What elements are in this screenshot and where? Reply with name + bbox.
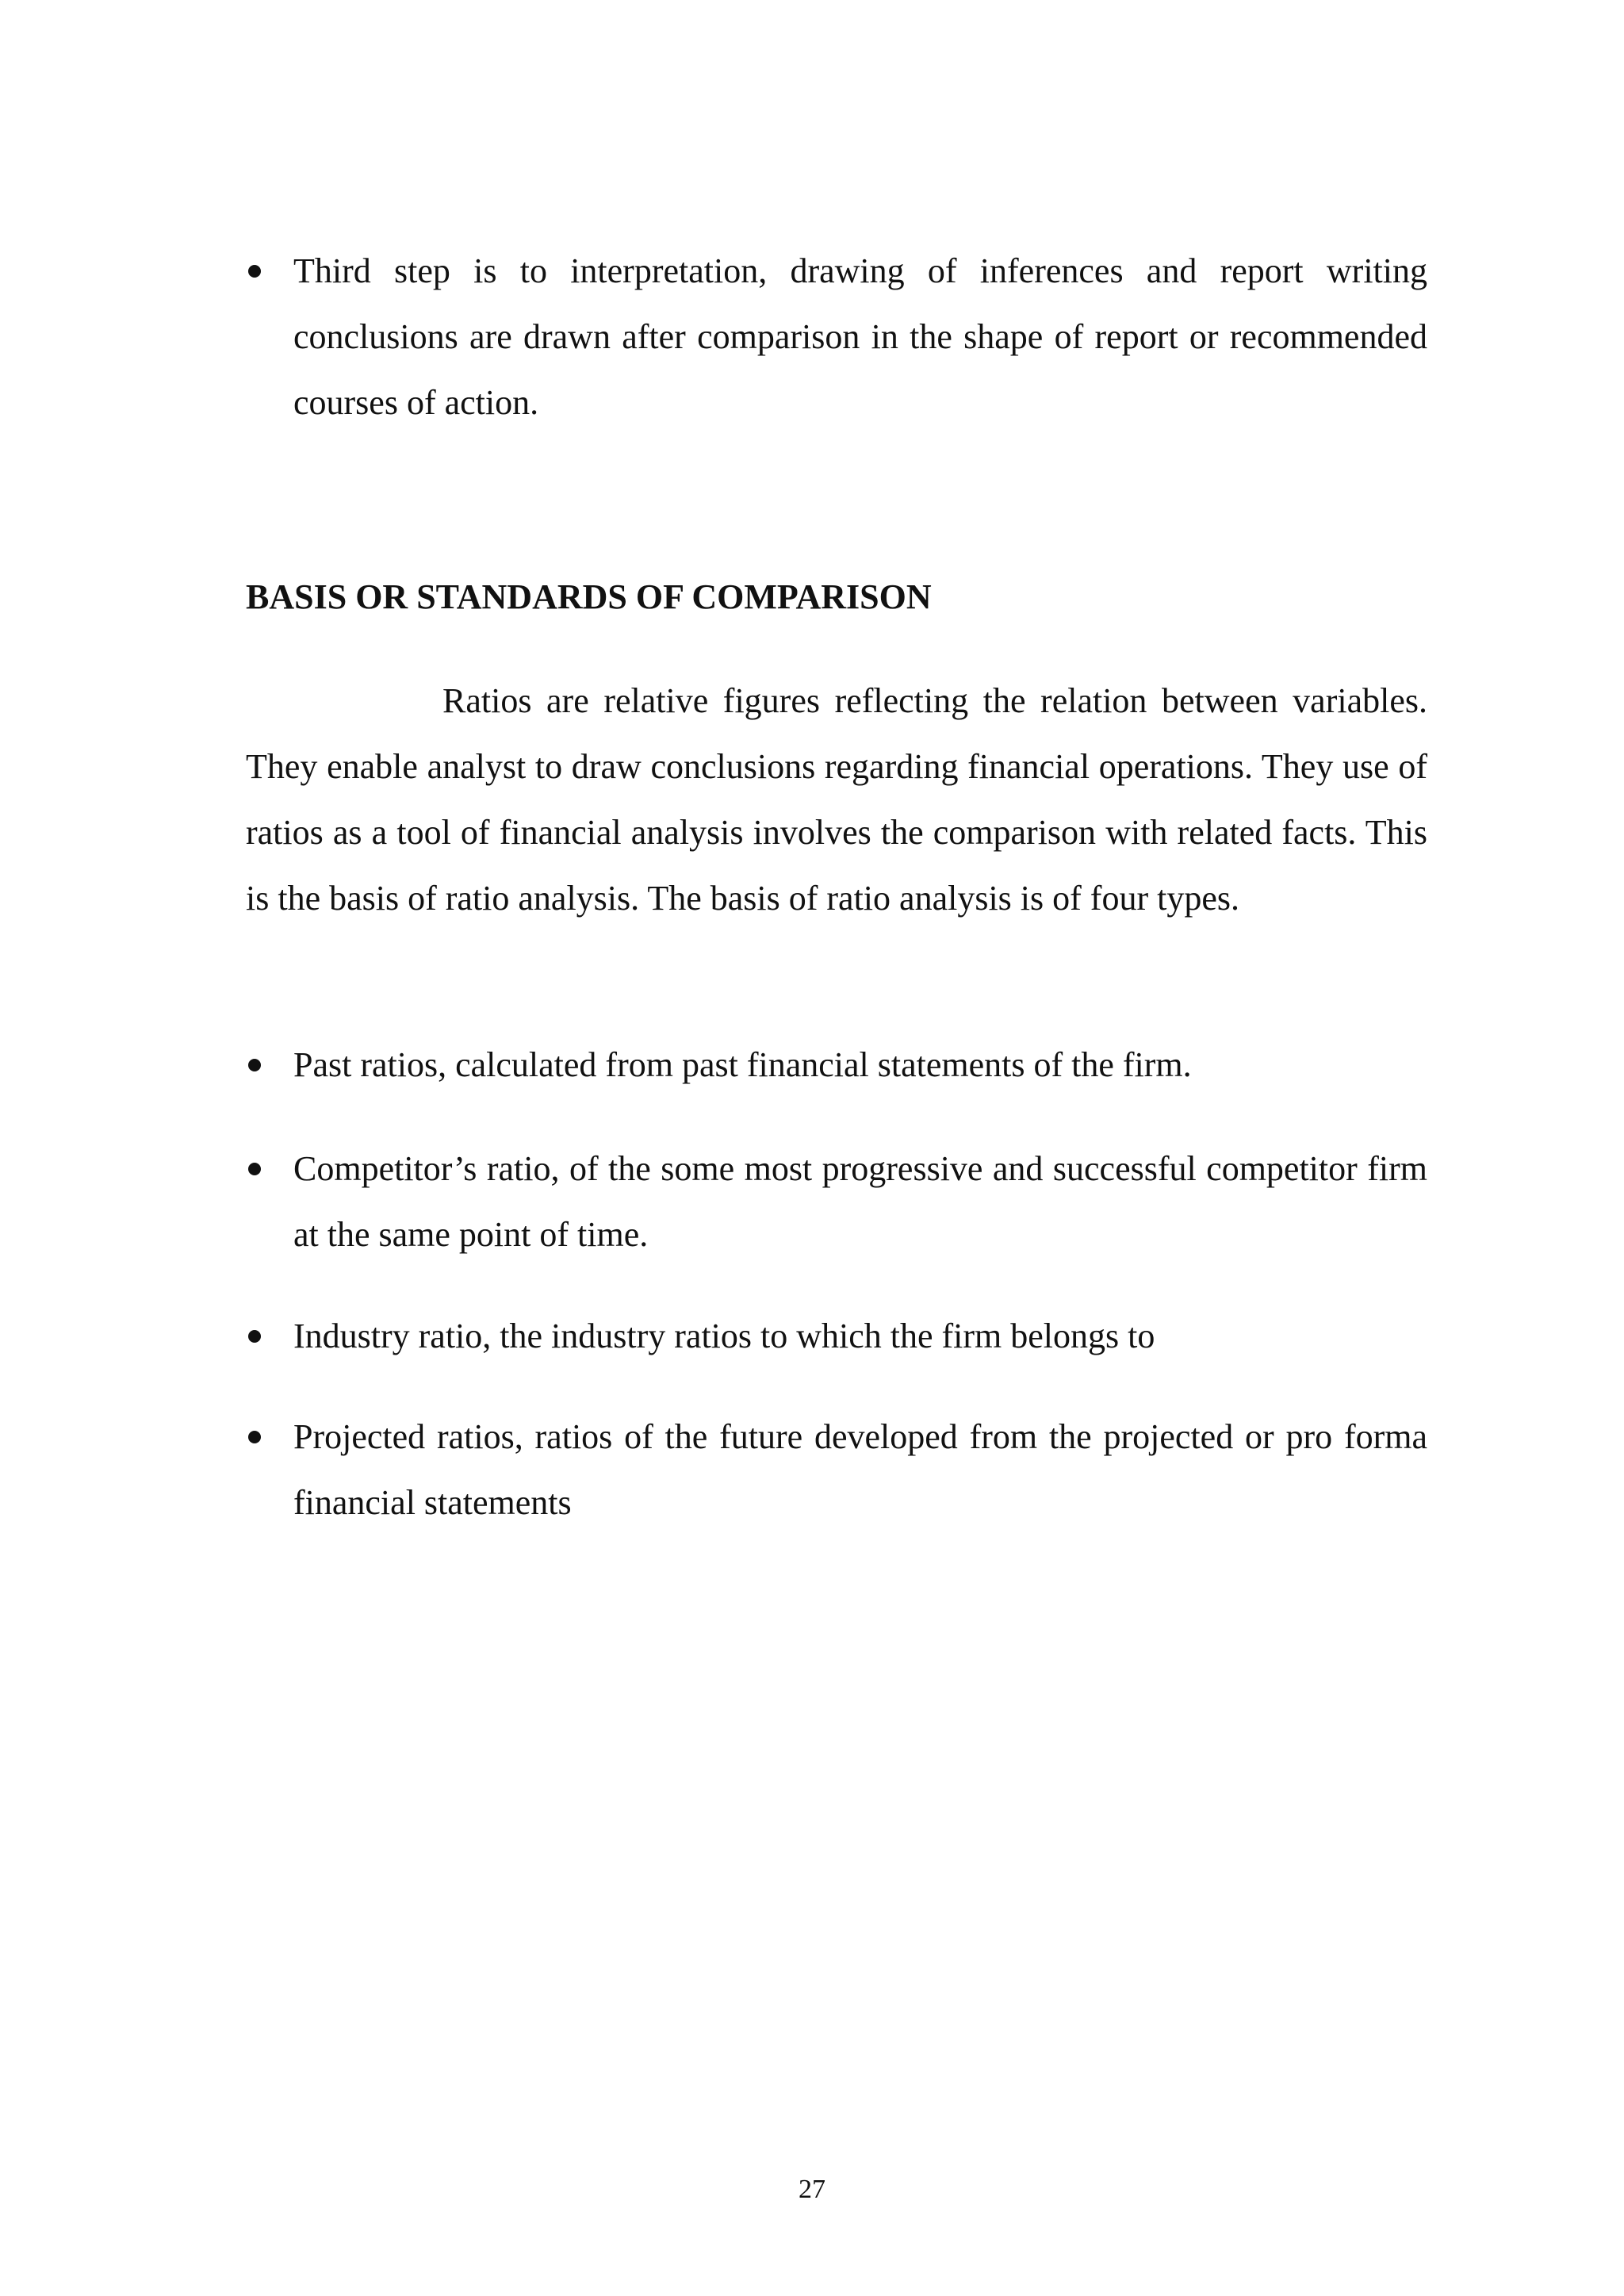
bullet-icon	[248, 265, 261, 278]
page-number: 27	[799, 2175, 825, 2204]
list-item-text: Industry ratio, the industry ratios to which the firm belongs to	[293, 1317, 1155, 1355]
list-item	[293, 1404, 1427, 1535]
bullet-icon	[248, 1163, 261, 1175]
bullet-icon	[248, 1330, 261, 1343]
list-item-text: Competitor’s ratio, of the some most progressive and successful competitor firm at the same point of time.	[293, 1149, 1427, 1254]
body-paragraph: Ratios are relative figures reflecting the relation between variables. They enable analyst to draw conclusions regarding financial operations. They use of ratios as a tool of financial analysis involves the comparison with related facts. This is the basis of ratio analysis. The basis of ratio analysis is of four types.	[246, 681, 1427, 918]
list-item	[293, 1136, 1427, 1267]
list-item	[293, 238, 1427, 435]
list-item	[293, 1303, 1427, 1369]
section-heading: BASIS OR STANDARDS OF COMPARISON	[246, 577, 932, 616]
list-item-text: Third step is to interpretation, drawing of inferences and report writing conclusions are drawn after comparison in the shape of report or recommended courses of action.	[293, 251, 1427, 422]
list-item-text: Past ratios, calculated from past financial statements of the firm.	[293, 1045, 1192, 1084]
bullet-icon	[248, 1059, 261, 1071]
list-item	[293, 1032, 1427, 1098]
list-item-text: Projected ratios, ratios of the future developed from the projected or pro forma financial statements	[293, 1417, 1427, 1522]
bullet-icon	[248, 1431, 261, 1443]
